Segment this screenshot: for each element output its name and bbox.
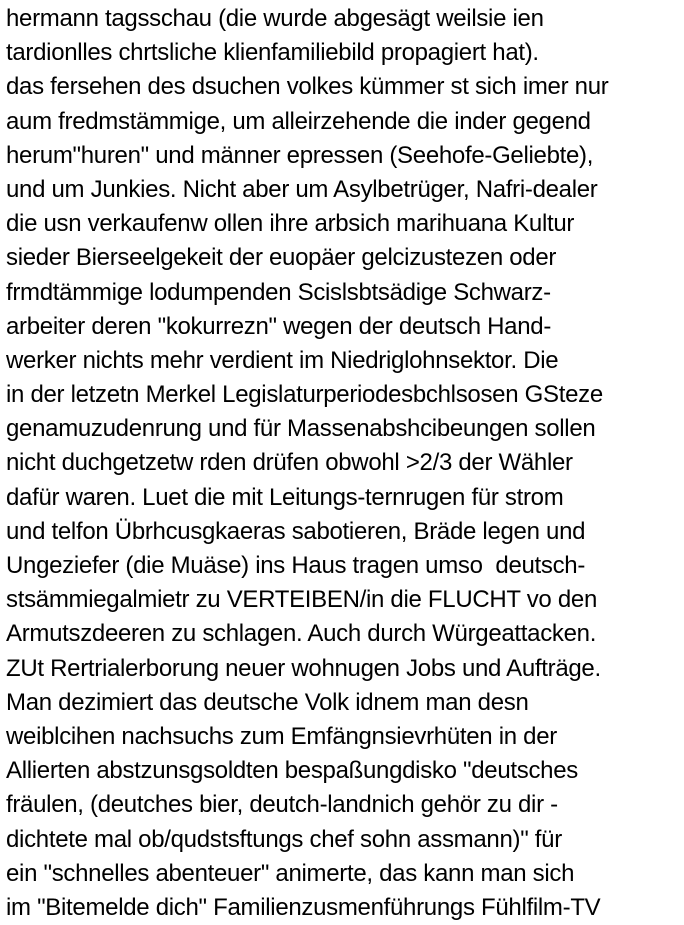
text-line: ZUt Rertrialerborung neuer wohnugen Jobs und Aufträge. (6, 654, 601, 682)
text-line: und um Junkies. Nicht aber um Asylbetrüger, Nafri-dealer (6, 175, 598, 203)
text-line: tardionlles chrtsliche klienfamiliebild propagiert hat). (6, 39, 539, 67)
text-line: frmdtämmige lodumpenden Scislsbtsädige Schwarz- (6, 278, 551, 306)
text-line: weiblcihen nachsuchs zum Emfängnsievrhüten in der (6, 722, 557, 750)
text-line: nicht duchgetzetw rden drüfen obwohl >2/3 der Wähler (6, 449, 573, 477)
text-line: herum"huren" und männer epressen (Seehofe-Geliebte), (6, 141, 594, 169)
text-line: hermann tagsschau (die wurde abgesägt weilsie ien (6, 5, 544, 32)
text-line: genamuzudenrung und für Massenabshcibeungen sollen (6, 415, 596, 443)
text-line: im "Bitemelde dich" Familienzusmenführungs Fühlfilm-TV (6, 893, 601, 921)
text-line: stsämmiegalmietr zu VERTEIBEN/in die FLUCHT vo den (6, 586, 597, 614)
text-line: werker nichts mehr verdient im Niedriglohnsektor. Die (6, 346, 559, 374)
text-line: Man dezimiert das deutsche Volk idnem man desn (6, 688, 529, 716)
text-line: dafür waren. Luet die mit Leitungs-ternrugen für strom (6, 483, 564, 511)
text-line: ein "schnelles abenteuer" animerte, das kann man sich (6, 859, 575, 887)
text-line: Allierten abstzunsgsoldten bespaßungdisko "deutsches (6, 757, 578, 785)
document-text (6, 2, 682, 925)
text-line: Ungeziefer (die Muäse) ins Haus tragen umso deutsch- (6, 552, 586, 579)
text-line: Armutszdeeren zu schlagen. Auch durch Würgeattacken. (6, 620, 597, 648)
text-line: sieder Bierseelgekeit der euopäer gelcizustezen oder (6, 244, 557, 272)
text-line: das fersehen des dsuchen volkes kümmer st sich imer nur (6, 73, 609, 101)
text-line: arbeiter deren "kokurrezn" wegen der deutsch Hand- (6, 312, 552, 340)
text-line: und telfon Übrhcusgkaeras sabotieren, Bräde legen und (6, 517, 586, 545)
text-line: die usn verkaufenw ollen ihre arbsich marihuana Kultur (6, 210, 575, 238)
text-line: aum fredmstämmige, um alleirzehende die inder gegend (6, 107, 591, 135)
text-line: fräulen, (deutches bier, deutch-landnich gehör zu dir - (6, 791, 558, 819)
text-line: in der letzetn Merkel Legislaturperiodesbchlsosen GSteze (6, 381, 603, 409)
text-line: dichtete mal ob/qudstsftungs chef sohn assmann)" für (6, 825, 562, 853)
